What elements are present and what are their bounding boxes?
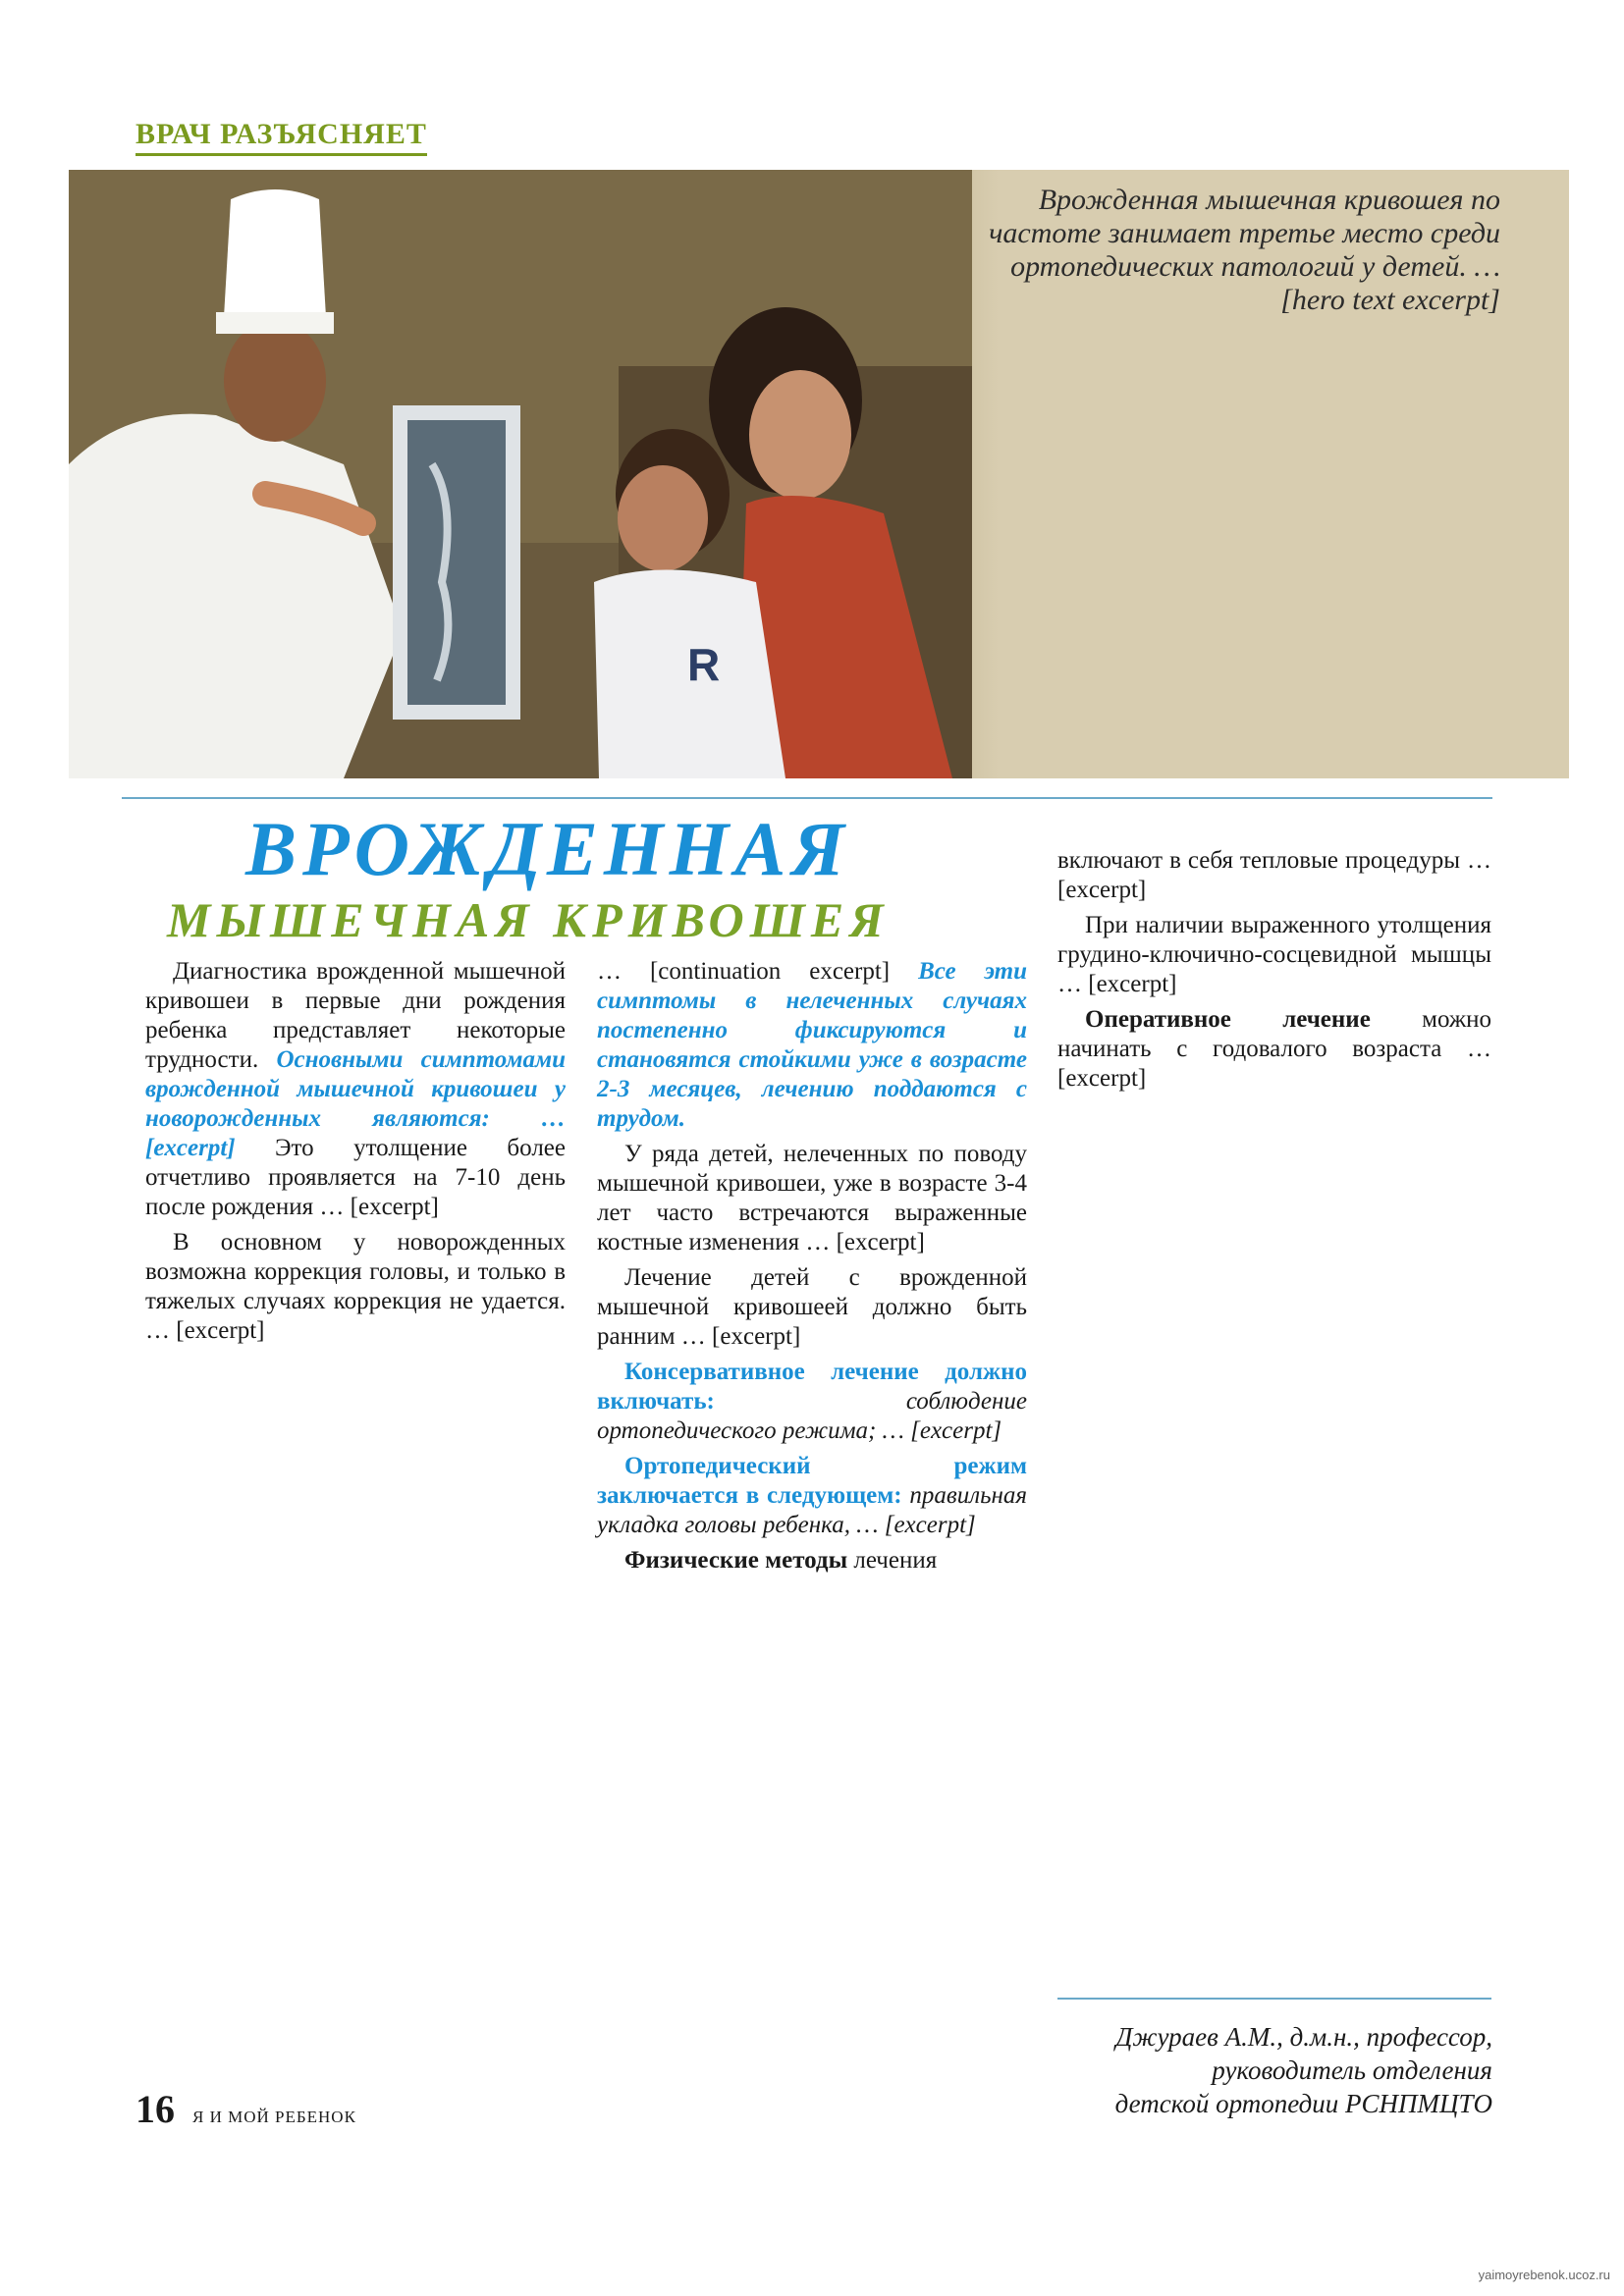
hero-banner	[69, 170, 1569, 778]
text-run: можно начинать с годовалого возраста … [excerpt]	[1057, 1006, 1491, 1092]
article-column-2	[597, 957, 1027, 1581]
paragraph: включают в себя тепловые процедуры … [excerpt]	[1057, 847, 1491, 903]
paragraph	[597, 1452, 1027, 1540]
text-run: Это утолщение более отчетливо проявляется на 7-10 день после рождения … [excerpt]	[145, 1135, 566, 1220]
author-department: детской ортопедии РСНПМЦТО	[1114, 2089, 1492, 2118]
symptoms-emphasis: Основными симптомами врожденной мышечной кривошеи у новорожденных являются: … [excerpt]	[145, 1046, 567, 1161]
divider-top	[122, 797, 1492, 799]
text-run: … [continuation excerpt]	[597, 958, 891, 985]
paragraph	[597, 957, 1027, 1134]
paragraph: У ряда детей, нелеченных по поводу мышечной кривошеи, уже в возрасте 3-4 лет часто встречаются выраженные костные изменения … [excerpt]	[597, 1141, 1027, 1255]
article-title-line-2: МЫШЕЧНАЯ КРИВОШЕЯ	[167, 892, 890, 947]
article-column-3	[1057, 846, 1491, 1099]
orthopedic-heading: Ортопедический режим заключается в следующем:	[597, 1453, 1027, 1509]
doctor-child-photo	[69, 170, 972, 778]
text-run: лечения	[853, 1547, 938, 1574]
text-run: Диагностика врожденной мышечной кривошеи в первые дни рождения ребенка представляет некоторые трудности.	[145, 958, 566, 1073]
magazine-name: Я И МОЙ РЕБЕНОК	[192, 2108, 356, 2126]
section-label: ВРАЧ РАЗЪЯСНЯЕТ	[135, 118, 427, 156]
operative-heading: Оперативное лечение	[1085, 1006, 1371, 1033]
author-name: Джураев А.М., д.м.н., профессор,	[1115, 2022, 1492, 2052]
paragraph	[597, 1546, 1027, 1575]
page-number: 16	[135, 2087, 175, 2131]
site-watermark: yaimoyrebenok.ucoz.ru	[1478, 2268, 1610, 2282]
paragraph: При наличии выраженного утолщения грудино-ключично-сосцевидной мышцы … [excerpt]	[1057, 912, 1491, 997]
article-column-1	[145, 957, 566, 1352]
paragraph: В основном у новорожденных возможна коррекция головы, и только в тяжелых случаях коррекция не удается. … [excerpt]	[145, 1229, 566, 1344]
paragraph: Лечение детей с врожденной мышечной кривошеей должно быть ранним … [excerpt]	[597, 1264, 1027, 1350]
physical-methods-heading: Физические методы	[624, 1547, 848, 1574]
article-title-line-1: ВРОЖДЕННАЯ	[245, 806, 851, 891]
page-footer	[135, 2086, 356, 2132]
hero-intro-text: Врожденная мышечная кривошея по частоте занимает третье место среди ортопедических патологий у детей. … [hero text excerpt]	[989, 184, 1500, 316]
text-run: соблюдение ортопедического режима; … [excerpt]	[597, 1388, 1027, 1444]
paragraph	[145, 957, 566, 1222]
author-role: руководитель отделения	[1212, 2056, 1492, 2085]
author-signature	[982, 2020, 1492, 2120]
conservative-heading: Консервативное лечение должно включать:	[597, 1359, 1027, 1415]
text-run: правильная укладка головы ребенка, … [excerpt]	[597, 1482, 1027, 1538]
divider-bottom	[1057, 1998, 1491, 2000]
paragraph	[1057, 1005, 1491, 1094]
shirt-print-text: R	[687, 639, 721, 690]
fixation-emphasis: Все эти симптомы в нелеченных случаях постепенно фиксируются и становятся стойкими уже в возрасте 2-3 месяцев, лечению поддаются с трудом.	[597, 958, 1027, 1132]
paragraph	[597, 1358, 1027, 1446]
